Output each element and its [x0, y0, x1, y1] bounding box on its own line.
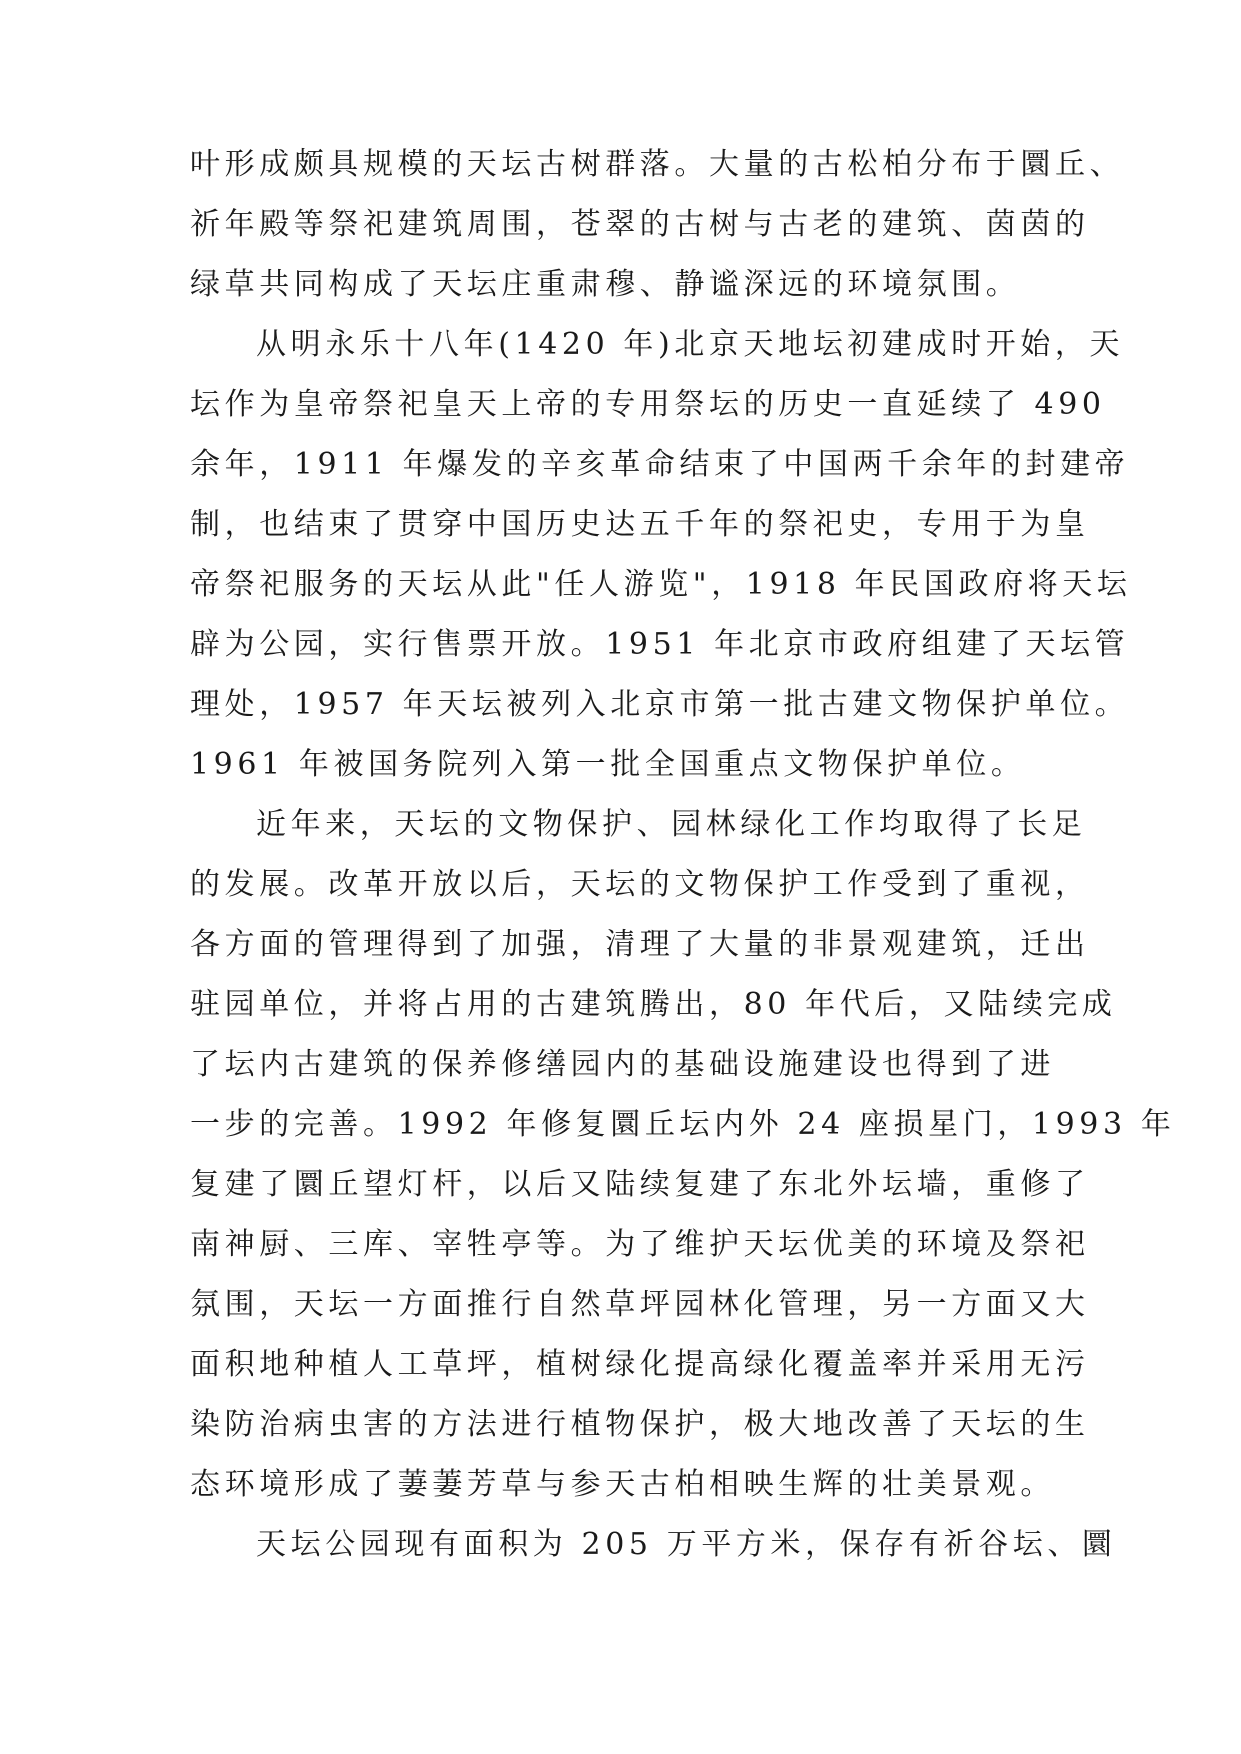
text-line: 的发展。改革开放以后，天坛的文物保护工作受到了重视，	[190, 867, 1090, 902]
text-line: 面积地种植人工草坪，植树绿化提高绿化覆盖率并采用无污	[190, 1347, 1090, 1382]
text-line: 南神厨、三库、宰牲亭等。为了维护天坛优美的环境及祭祀	[190, 1227, 1090, 1262]
text-line: 氛围，天坛一方面推行自然草坪园林化管理，另一方面又大	[190, 1287, 1090, 1322]
paragraph-start-line: 近年来，天坛的文物保护、园林绿化工作均取得了长足	[256, 807, 1087, 842]
paragraph-start-line: 天坛公园现有面积为 205 万平方米，保存有祈谷坛、圜	[256, 1527, 1117, 1562]
text-line: 复建了圜丘望灯杆，以后又陆续复建了东北外坛墙，重修了	[190, 1167, 1090, 1202]
text-line: 了坛内古建筑的保养修缮园内的基础设施建设也得到了进	[190, 1047, 1055, 1082]
text-line: 驻园单位，并将占用的古建筑腾出，80 年代后，又陆续完成	[190, 987, 1117, 1022]
text-line: 叶形成颇具规模的天坛古树群落。大量的古松柏分布于圜丘、	[190, 147, 1125, 182]
text-line: 辟为公园，实行售票开放。1951 年北京市政府组建了天坛管	[190, 627, 1130, 662]
paragraph-start-line: 从明永乐十八年(1420 年)北京天地坛初建成时开始，天	[256, 327, 1125, 362]
text-line: 理处，1957 年天坛被列入北京市第一批古建文物保护单位。	[190, 687, 1130, 722]
text-line: 制，也结束了贯穿中国历史达五千年的祭祀史，专用于为皇	[190, 507, 1090, 542]
text-line: 一步的完善。1992 年修复圜丘坛内外 24 座损星门，1993 年	[190, 1107, 1176, 1142]
text-line: 1961 年被国务院列入第一批全国重点文物保护单位。	[190, 747, 1026, 782]
text-line: 祈年殿等祭祀建筑周围，苍翠的古树与古老的建筑、茵茵的	[190, 207, 1090, 242]
text-line: 染防治病虫害的方法进行植物保护，极大地改善了天坛的生	[190, 1407, 1090, 1442]
text-line: 坛作为皇帝祭祀皇天上帝的专用祭坛的历史一直延续了 490	[190, 387, 1106, 422]
text-line: 余年，1911 年爆发的辛亥革命结束了中国两千余年的封建帝	[190, 447, 1130, 482]
text-line: 态环境形成了萋萋芳草与参天古柏相映生辉的壮美景观。	[190, 1467, 1055, 1502]
text-line: 各方面的管理得到了加强，清理了大量的非景观建筑，迁出	[190, 927, 1090, 962]
text-line: 帝祭祀服务的天坛从此"任人游览"，1918 年民国政府将天坛	[190, 567, 1132, 602]
text-line: 绿草共同构成了天坛庄重肃穆、静谧深远的环境氛围。	[190, 267, 1021, 302]
